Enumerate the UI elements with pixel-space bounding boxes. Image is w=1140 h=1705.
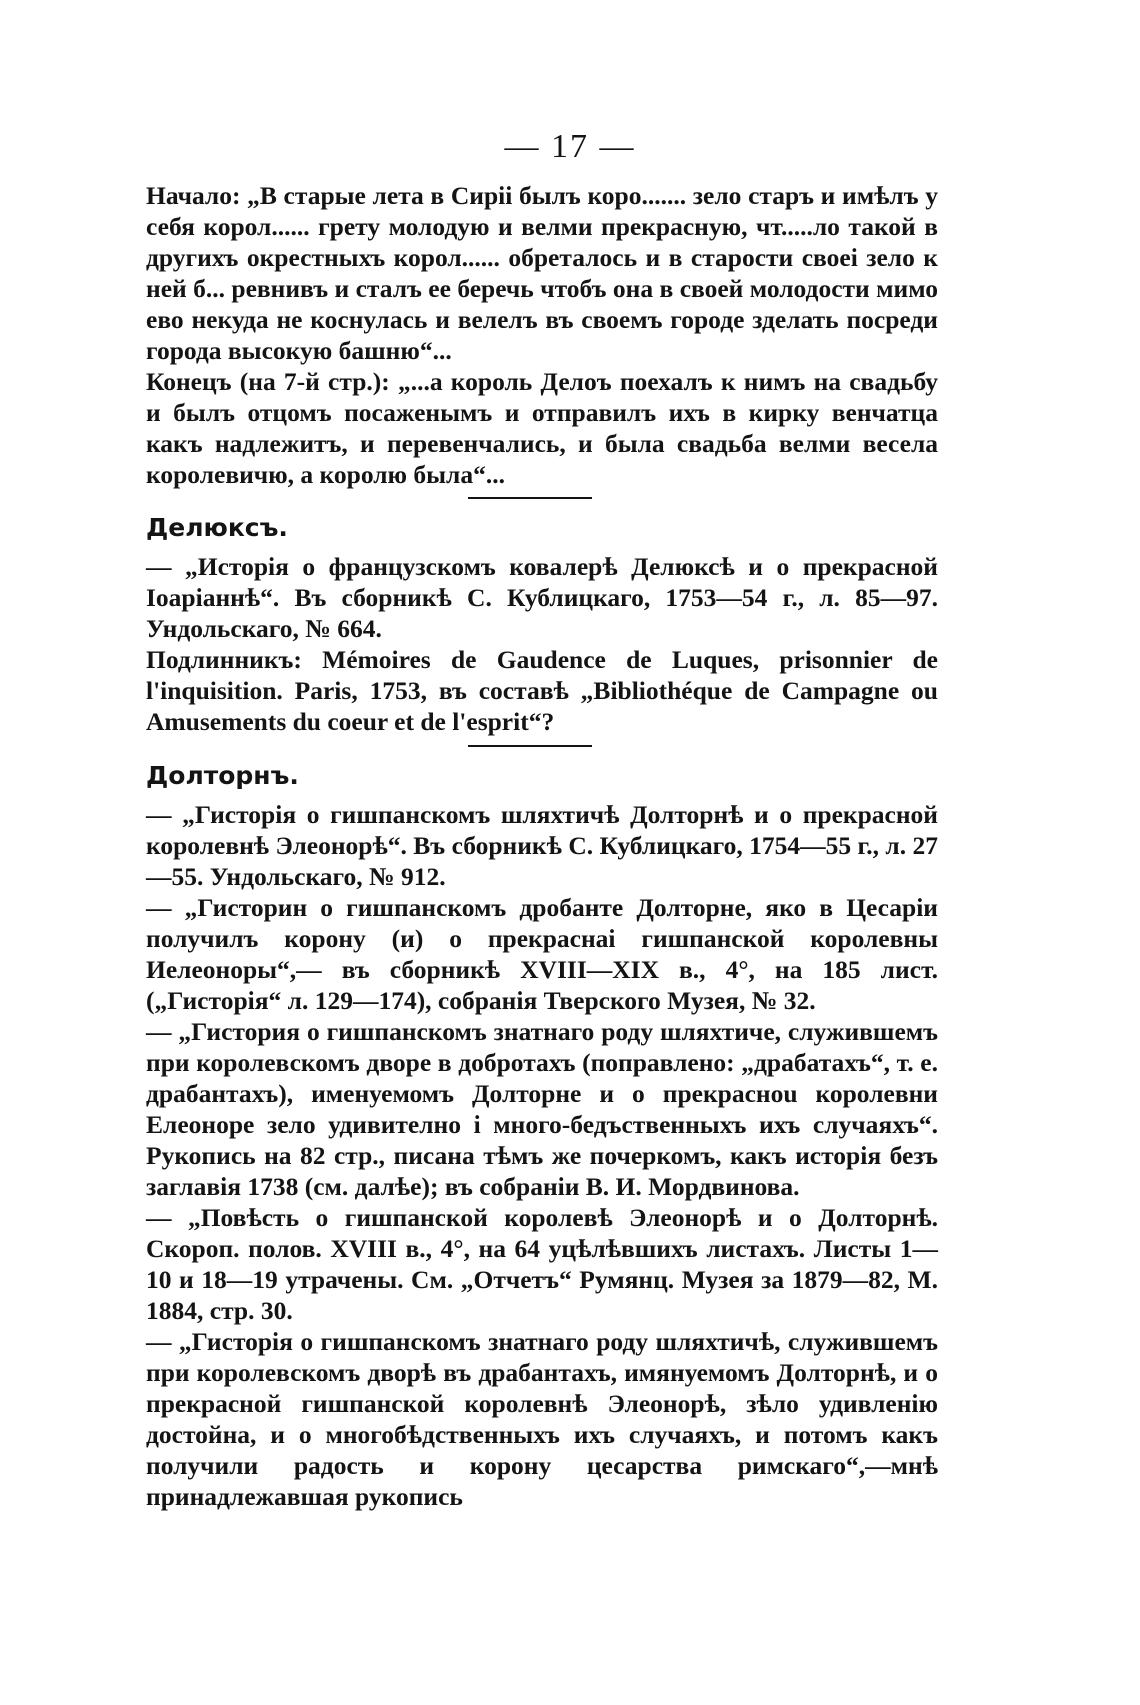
- intro-end-paragraph: Конецъ (на 7-й стр.): „...а король Делоъ поехалъ к нимъ на свадьбу и былъ отцомъ посаженымъ и отправилъ ихъ в кирку венчатца какъ надлежитъ, и перевенчались, и была свадьба велми весела королевичю, а королю была“...: [146, 367, 938, 489]
- entry-paragraph: — „Повѣсть о гишпанской королевѣ Элеонорѣ и о Долторнѣ. Скороп. полов. XVIII в., 4°, на 64 уцѣлѣвшихъ листахъ. Листы 1—10 и 18—19 утрачены. См. „Отчетъ“ Румянц. Музея за 1879—82, М. 1884, стр. 30.: [146, 1203, 938, 1325]
- section-doltorn: [146, 760, 938, 1512]
- entry-paragraph: — „Гисторія о гишпанскомъ шляхтичѣ Долторнѣ и о прекрасной королевнѣ Элеонорѣ“. Въ сборникѣ С. Кублицкаго, 1754—55 г., л. 27—55. Ундольскаго, № 912.: [146, 800, 938, 891]
- page-number: — 17 —: [504, 128, 636, 165]
- section-title: Делюксъ.: [146, 513, 288, 542]
- section-divider: [468, 497, 592, 499]
- section-delux: [146, 512, 938, 737]
- original-source-paragraph: Подлинникъ: Mémoires de Gaudence de Luques, prisonnier de l'inquisition. Paris, 1753, въ составѣ „Bibliothéque de Campagne ou Amusements du coeur et de l'esprit“?: [146, 645, 938, 736]
- entry-paragraph: — „Гисторин о гишпанскомъ дробанте Долторне, яко в Цесаріи получилъ корону (и) о прекраснаі гишпанской королевны Иелеоноры“,— въ сборникѣ XVIII—XIX в., 4°, на 185 лист. („Гисторія“ л. 129—174), собранія Тверского Музея, № 32.: [146, 893, 938, 1015]
- section-divider: [468, 745, 592, 747]
- intro-start-paragraph: Начало: „В старые лета в Сиріі былъ коро....... зело старъ и имѣлъ у себя корол...... грету молодую и велми прекрасную, чт.....ло такой в другихъ окрестныхъ корол...... обреталось и в старости своеі зело к ней б... ревнивъ и сталъ ее беречь чтобъ она в своей молодости мимо ево некуда не коснулась и велелъ въ своемъ городе зделать посреди города высокую башню“...: [146, 181, 938, 365]
- entry-paragraph: — „Исторія о французскомъ ковалерѣ Делюксѣ и о прекрасной Іоаріаннѣ“. Въ сборникѣ С. Кублицкаго, 1753—54 г., л. 85—97. Ундольскаго, № 664.: [146, 552, 938, 643]
- entry-paragraph: — „Гисторія о гишпанскомъ знатнаго роду шляхтичѣ, служившемъ при королевскомъ дворѣ въ драбантахъ, имянуемомъ Долторнѣ, и о прекрасной гишпанской королевнѣ Элеонорѣ, зѣло удивленію достойна, и о многобѣдственныхъ ихъ случаяхъ, и потомъ какъ получили радость и корону цесарства римскаго“,—мнѣ принадлежавшая рукопись: [146, 1327, 938, 1511]
- entry-paragraph: — „Гистория о гишпанскомъ знатнаго роду шляхтиче, служившемъ при королевскомъ дворе в добротахъ (поправлено: „драбатахъ“, т. е. драбантахъ), именуемомъ Долторне и о прекрасноu королевни Елеоноре зело удивително і много-бедъственныхъ ихъ случаяхъ“. Рукопись на 82 стр., писана тѣмъ же почеркомъ, какъ исторія безъ заглавія 1738 (см. далѣе); въ собраніи В. И. Мордвинова.: [146, 1017, 938, 1201]
- section-title: Долторнъ.: [146, 761, 299, 790]
- intro-block: [146, 180, 938, 490]
